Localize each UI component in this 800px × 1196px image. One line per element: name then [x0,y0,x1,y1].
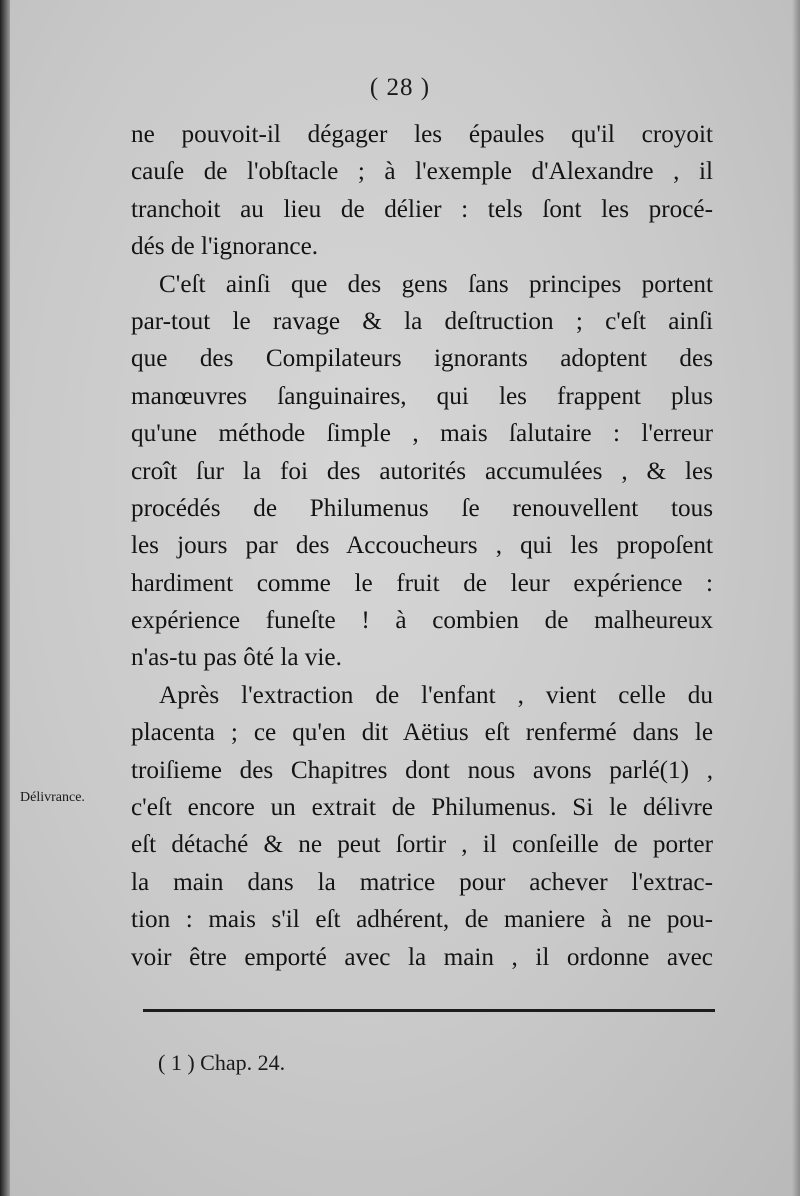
body-text [131,116,713,976]
text-line: que des Compilateurs ignorants adoptent des [131,345,713,373]
text-line: ne pouvoit-il dégager les épaules qu'il croyoit [131,121,713,148]
footnote-rule [143,1009,715,1012]
text-line: placenta ; ce qu'en dit Aëtius eſt renfermé dans le [131,719,713,747]
text-line: Après l'extraction de l'enfant , vient celle du [159,681,713,709]
text-line: troiſieme des Chapitres dont nous avons parlé(1) , [131,756,713,784]
text-line: manœuvres ſanguinaires, qui les frappent plus [131,382,713,410]
text-line: cauſe de l'obſtacle ; à l'exemple d'Alexandre , il [131,158,713,186]
text-line: les jours par des Accoucheurs , qui les propoſent [131,532,713,560]
text-line: qu'une méthode ſimple , mais ſalutaire : l'erreur [131,420,713,448]
text-line: hardiment comme le fruit de leur expérience : [131,569,713,597]
text-line: la main dans la matrice pour achever l'extrac- [131,868,713,896]
text-line: croît ſur la foi des autorités accumulées , & les [131,457,713,485]
text-line: dés de l'ignorance. [131,233,319,261]
text-line: expérience funeſte ! à combien de malheureux [131,607,713,635]
text-line: c'eſt encore un extrait de Philumenus. Si le délivre [131,794,713,822]
text-line: tion : mais s'il eſt adhérent, de maniere à ne pou- [131,906,713,934]
text-line: procédés de Philumenus ſe renouvellent tous [131,494,713,522]
text-line: voir être emporté avec la main , il ordonne avec [131,943,713,971]
text-line: eſt détaché & ne peut ſortir , il conſeille de porter [131,831,713,859]
text-line: par-tout le ravage & la deſtruction ; c'eſt ainſi [131,307,713,335]
text-line: C'eſt ainſi que des gens ſans principes portent [159,270,713,298]
footnote: ( 1 ) Chap. 24. [158,1050,286,1075]
margin-note: Délivrance. [20,790,85,805]
text-line: tranchoit au lieu de délier : tels ſont les procé- [131,195,713,223]
page-number: ( 28 ) [369,74,431,101]
text-line: n'as-tu pas ôté la vie. [131,644,342,672]
